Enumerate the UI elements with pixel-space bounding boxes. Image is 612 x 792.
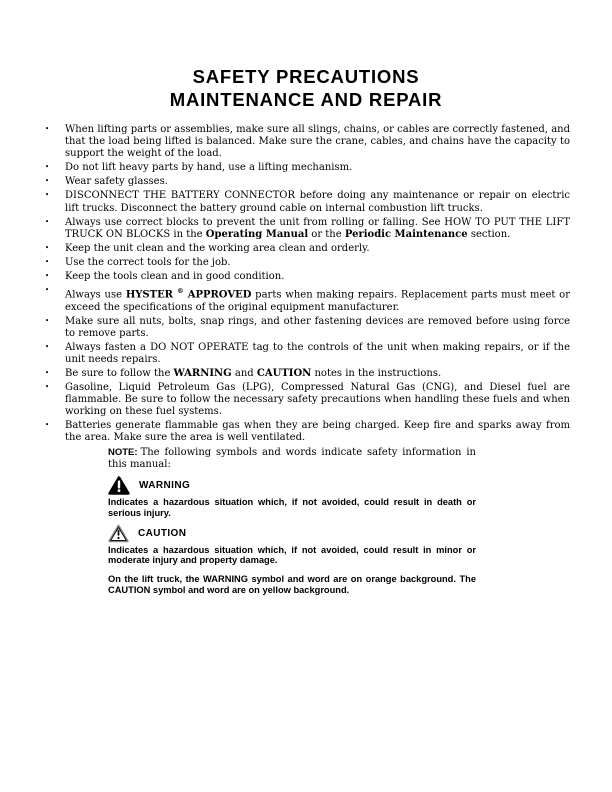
safety-list-item [45,243,570,255]
title-line-1: SAFETY PRECAUTIONS [192,66,420,87]
caution-body: Indicates a hazardous situation which, if not avoided, could result in minor or moderate injury and property damage. [108,544,476,566]
bullet-text: Use the correct tools for the job. [65,256,231,268]
bullet-text: Make sure all nuts, bolts, snap rings, and other fastening devices are removed before using force to remove parts. [65,315,570,339]
bullet-marker [45,285,65,314]
safety-list-item [45,420,570,444]
bullet-marker [45,124,65,160]
bullet-marker [45,176,65,188]
bullet-text: DISCONNECT THE BATTERY CONNECTOR before doing any maintenance or repair on electric lift trucks. Disconnect the battery ground cable on internal combustion lift trucks. [65,190,570,214]
safety-precautions-list [45,124,570,445]
safety-list-item [45,342,570,366]
bullet-marker [45,271,65,283]
page-content [45,124,570,596]
warning-heading-row [108,476,476,495]
safety-list-item [45,316,570,340]
note-label: NOTE: [108,446,138,458]
title-line-2: MAINTENANCE AND REPAIR [169,88,443,110]
bullet-marker [45,342,65,366]
bullet-text: Always use correct blocks to prevent the unit from rolling or falling. See HOW TO PUT THE LIFT TRUCK ON BLOCKS in the Operating Manual or the Periodic Maintenance section. [65,216,570,240]
bullet-marker [45,217,65,241]
safety-list-item [45,190,570,214]
page-title [0,66,612,111]
note-text: The following symbols and words indicate safety information in this manual: [108,446,476,470]
bullet-text: Wear safety glasses. [65,176,168,188]
bullet-marker [45,420,65,444]
bullet-text: Batteries generate flammable gas when they are being charged. Keep fire and sparks away from the area. Make sure the area is well ventilated. [65,420,570,444]
warning-body: Indicates a hazardous situation which, if not avoided, could result in death or serious injury. [108,496,476,518]
safety-list-item [45,285,570,314]
bullet-marker [45,316,65,340]
bullet-marker [45,257,65,269]
safety-list-item [45,176,570,188]
bullet-marker [45,190,65,214]
note-block [108,447,476,597]
caution-heading: CAUTION [138,527,187,539]
bullet-text: Be sure to follow the WARNING and CAUTION notes in the instructions. [65,368,442,380]
bullet-marker [45,382,65,418]
safety-list-item [45,271,570,283]
bullet-text: Gasoline, Liquid Petroleum Gas (LPG), Compressed Natural Gas (CNG), and Diesel fuel are flammable. Be sure to follow the necessary safety precautions when handling these fuels and when working on these fuel systems. [65,382,570,418]
safety-list-item [45,124,570,160]
note-paragraph [108,447,476,471]
bullet-text: When lifting parts or assemblies, make sure all slings, chains, or cables are correctly fastened, and that the load being lifted is balanced. Make sure the crane, cables, and chains have the capacity to support the weight of the load. [65,124,570,160]
safety-list-item [45,217,570,241]
warning-icon [108,476,130,495]
safety-list-item [45,162,570,174]
bullet-text: Keep the unit clean and the working area clean and orderly. [65,242,370,254]
warning-heading: WARNING [139,479,191,491]
bullet-text: Always fasten a DO NOT OPERATE tag to the controls of the unit when making repairs, or if the unit needs repairs. [65,341,570,365]
bullet-marker [45,162,65,174]
caution-heading-row [108,524,476,543]
bullet-text: Always use HYSTER ® APPROVED parts when making repairs. Replacement parts must meet or exceed the specifications of the original equipment manufacturer. [65,287,570,313]
bullet-text: Do not lift heavy parts by hand, use a lifting mechanism. [65,162,353,174]
safety-list-item [45,382,570,418]
bullet-marker [45,243,65,255]
symbol-color-footnote: On the lift truck, the WARNING symbol and word are on orange background. The CAUTION symbol and word are on yellow background. [108,574,476,596]
bullet-text: Keep the tools clean and in good condition. [65,271,285,283]
safety-list-item [45,368,570,380]
bullet-marker [45,368,65,380]
safety-list-item [45,257,570,269]
caution-icon [108,524,129,543]
